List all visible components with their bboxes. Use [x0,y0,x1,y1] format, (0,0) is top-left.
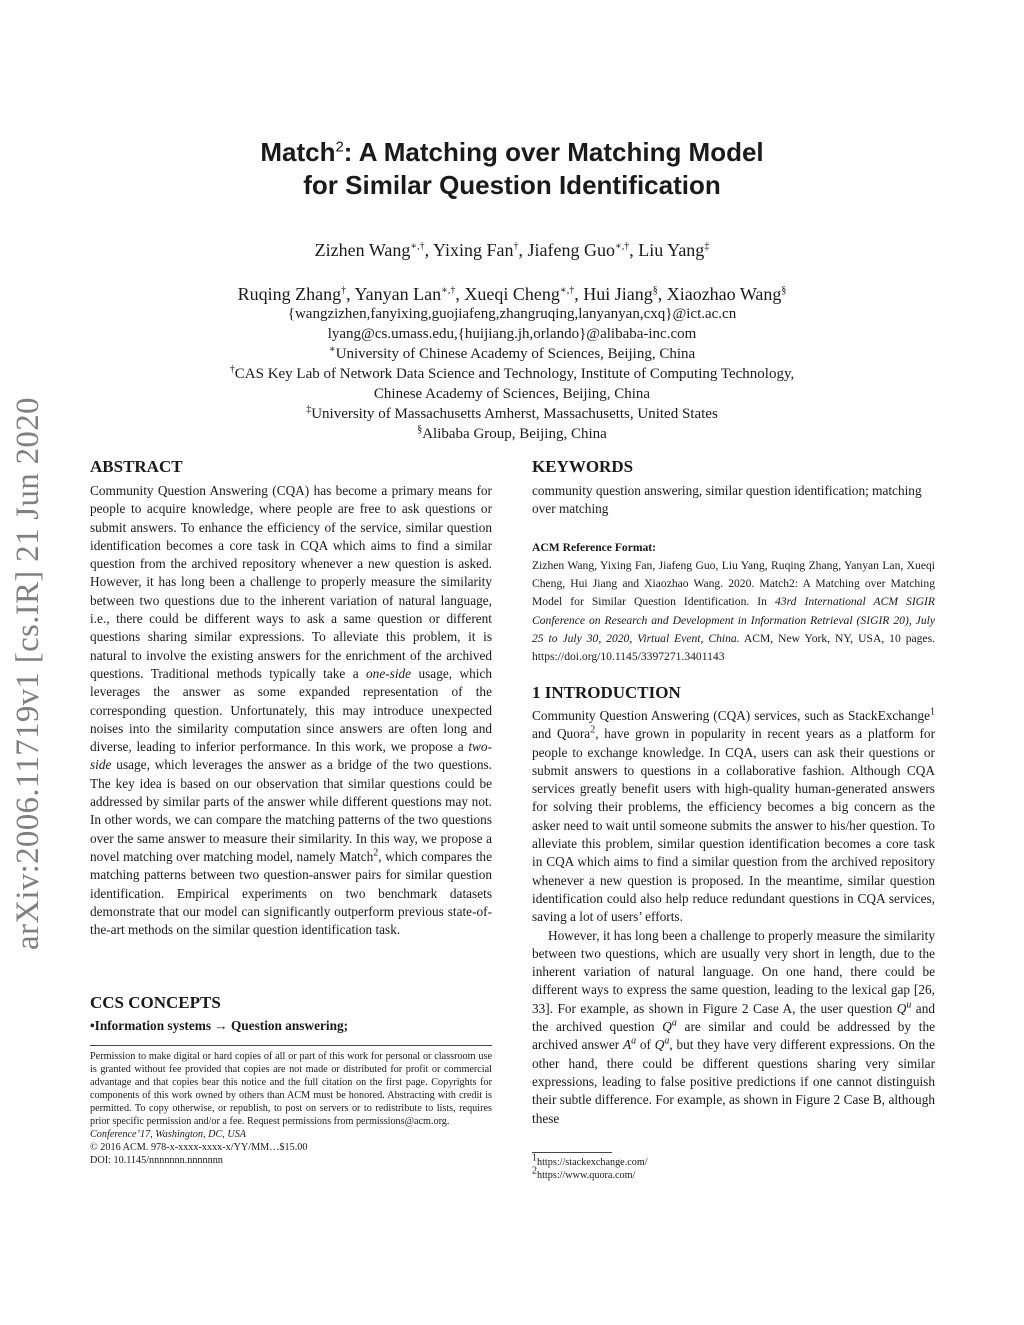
abstract-emphasis: two-side [90,739,492,773]
ccs-subitem: Question answering; [230,1018,349,1033]
abstract-text: usage, which leverages the answer as some expanded representation of the corresponding question. Unfortunately, this may introduce unexpected noises into the similarity computation since answers are often long and diverse, leading to inferior performance. In this work, we propose a [90,665,492,755]
ccs-item: Information systems [94,1018,211,1033]
affiliation-mark: † [229,364,235,375]
author-name: Hui Jiang [583,284,653,304]
intro-text: Community Question Answering (CQA) services, such as StackExchange [532,708,930,723]
acm-ref-text: Zizhen Wang, Yixing Fan, Jiafeng Guo, Liu Yang, Ruqing Zhang, Yanyan Lan, Xueqi Cheng, Hui Jiang and Xiaozhao Wang. 2020. Match2: A Matching over Matching Model for Similar Question Identification. In [532,559,935,609]
author-mark: ∗,† [410,241,425,252]
math-superscript: a [671,1017,677,1029]
author-name: Xueqi Cheng [464,284,560,304]
acm-ref-heading: ACM Reference Format: [532,541,657,554]
acm-ref-venue: 43rd International ACM SIGIR Conference on Research and Development in Information Retrieval (SIGIR 20), July 25 to July 30, 2020, Virtual Event, China. [532,595,935,645]
intro-text: However, it has long been a challenge to properly measure the similarity between two questions, which are usually very short in length, due to the inherent variation of natural language. On one hand, there could be different ways to express the same question, leading to the lexical gap [26, 33]. For example, as shown in Figure 2 Case A, the user question [532,927,935,1016]
footnote-ref: 1 [930,706,935,718]
author-mark: † [341,285,347,296]
footnotes [532,1152,935,1182]
affiliation-4 [0,424,1024,444]
footnote-mark: 1 [532,1152,537,1164]
author-name: Jiafeng Guo [527,240,615,260]
copyright-info: © 2016 ACM. 978-x-xxxx-xxxx-x/YY/MM…$15.00 [90,1142,308,1153]
intro-body [532,707,935,1128]
author-name: Ruqing Zhang [237,284,342,304]
math-superscript: a [631,1035,637,1047]
author-mark: ∗,† [615,241,630,252]
abstract-superscript: 2 [373,847,379,859]
title-prefix: Match [260,137,336,167]
ccs-concept [90,1018,348,1034]
intro-text: are similar and could be addressed by the archived answer [532,1019,935,1053]
math-superscript: a [664,1035,670,1047]
footnote-divider [532,1152,612,1153]
affiliation-2 [0,364,1024,384]
author-row-1: Zizhen Wang∗,†, Yixing Fan†, Jiafeng Guo∗,†, Liu Yang‡ [314,240,710,260]
abstract-emphasis: one-side [366,665,412,681]
arrow-icon: → [214,1018,228,1033]
paper-title [0,136,1024,202]
title-line1-rest: : A Matching over Matching Model [343,137,764,167]
footnote-1 [532,1152,935,1169]
author-mark: ∗,† [559,285,575,296]
title-superscript: 2 [335,138,344,156]
author-name: Yixing Fan [433,240,514,260]
abstract-heading: ABSTRACT [90,457,183,476]
doi-info: DOI: 10.1145/nnnnnnn.nnnnnnn [90,1155,223,1166]
email-line-1: {wangzizhen,fanyixing,guojiafeng,zhangruqing,lanyanyan,cxq}@ict.ac.cn [287,306,737,322]
author-mark: ‡ [704,241,710,252]
author-name: Xiaozhao Wang [666,284,782,304]
intro-text: , but they have very different expressions. On the other hand, there could be different questions sharing very similar expressions, leading to false positive predictions if one cannot distinguish their subtle difference. For example, as shown in Figure 2 Case B, although these [532,1037,935,1126]
intro-text: of [636,1037,655,1053]
footnote-2 [532,1165,935,1182]
math-symbol: A [623,1037,632,1053]
email-line-2: lyang@cs.umass.edu,{huijiang.jh,orlando}@alibaba-inc.com [327,326,697,342]
affiliation-2-line-2: Chinese Academy of Sciences, Beijing, China [373,386,651,402]
author-name: Yanyan Lan [354,284,442,304]
footnote-ref: 2 [590,724,596,736]
footnote-link[interactable]: https://www.quora.com/ [537,1170,636,1181]
affiliation-mark: § [417,424,423,435]
abstract-text: Community Question Answering (CQA) has become a primary means for people to acquire knowledge, where people are free to ask questions or submit answers. To enhance the efficiency of the service, similar question identification becomes a core task in CQA which aims to find a similar question from the archived repository whenever a new question is asked. However, it has long been a challenge to properly measure the similarity between two questions due to the inherent variation of natural language, i.e., there could be different ways to ask a same question or different questions sharing similar expressions. To alleviate this problem, it is natural to involve the existing answers for the enrichment of the archived questions. Traditional methods typically take a [90,483,492,681]
math-symbol: Q [662,1019,672,1035]
math-symbol: Q [654,1037,665,1053]
affiliation-text: University of Chinese Academy of Sciences, Beijing, China [335,346,696,362]
author-mark: ∗,† [441,285,456,296]
affiliation-text: University of Massachusetts Amherst, Massachusetts, United States [311,406,718,422]
intro-text: and Quora [532,726,591,742]
abstract-text: usage, which leverages the answer as a bridge of the two questions. The key idea is based on our observation that similar questions could be addressed by similar parts of the answer while different questions may not. In other words, we can compare the matching patterns of the two questions over the same answer to measure their similarity. In this way, we propose a novel matching over matching model, namely Match [90,757,492,864]
conference-info: Conference’17, Washington, DC, USA [90,1129,247,1140]
abstract-body [90,482,492,939]
affiliation-mark: ‡ [306,404,312,415]
permission-text: Permission to make digital or hard copies of all or part of this work for personal or classroom use is granted without fee provided that copies are not made or distributed for profit or commercial advantage and that copies bear this notice and the full citation on the first page. Copyrights for components of this work owned by others than ACM must be honored. Abstracting with credit is permitted. To copy otherwise, or republish, to post on servers or to redistribute to lists, requires prior specific permission and/or a fee. Request permissions from permissions@acm.org. [90,1051,492,1127]
affiliation-text: Alibaba Group, Beijing, China [422,426,607,442]
acm-ref-text: ACM, New York, NY, USA, 10 pages. https://doi.org/10.1145/3397271.3401143 [532,631,935,664]
footnote-mark: 2 [532,1165,537,1177]
arxiv-stamp: arXiv:2006.11719v1 [cs.IR] 21 Jun 2020 [10,397,46,950]
affiliation-3 [0,404,1024,424]
permission-block [90,1050,492,1167]
ccs-bullet: • [90,1018,95,1033]
author-mark: § [781,285,787,296]
affiliation-mark: ∗ [328,344,336,355]
author-row-2: Ruqing Zhang†, Yanyan Lan∗,†, Xueqi Cheng∗,†, Hui Jiang§, Xiaozhao Wang§ [237,284,787,304]
abstract-text: , which compares the matching patterns between two question-answer pairs for similar question identification. Empirical experiments on two benchmark datasets demonstrate that our model can significantly outperform previous state-of-the-art methods on the similar question identification task. [90,848,492,938]
permission-divider [90,1045,492,1046]
footnote-link[interactable]: https://stackexchange.com/ [537,1157,648,1168]
author-name: Liu Yang [638,240,705,260]
author-mark: § [652,285,658,296]
affiliation-text: CAS Key Lab of Network Data Science and Technology, Institute of Computing Technology, [234,366,795,382]
intro-text: , have grown in popularity in recent years as a platform for people to exchange knowledge. In CQA, users can ask their questions or submit answers to questions in a collaborative fashion. Although CQA services greatly benefit users with high-quality human-generated answers for solving their problems, the efficiency becomes a big concern as the asker need to wait until someone submits the answer to his/her question. To alleviate this problem, similar question identification becomes a core task in CQA which aims to find a similar question from the archived repository whenever a new question is proposed. In the meantime, similar question identification could also help reduce redundant questions in CQA services, saving a lot of users’ efforts. [532,726,935,925]
intro-heading: 1 INTRODUCTION [532,683,681,702]
ccs-heading: CCS CONCEPTS [90,993,221,1012]
keywords-text: community question answering, similar question identification; matching over matching [532,483,922,517]
keywords-heading: KEYWORDS [532,457,634,476]
acm-ref-body [532,557,935,666]
math-superscript: u [906,999,912,1011]
math-symbol: Q [896,1000,907,1016]
author-mark: † [513,241,519,252]
intro-text: and the archived question [532,1000,935,1035]
title-line2: for Similar Question Identification [303,170,721,200]
affiliation-1 [0,344,1024,364]
author-name: Zizhen Wang [314,240,411,260]
